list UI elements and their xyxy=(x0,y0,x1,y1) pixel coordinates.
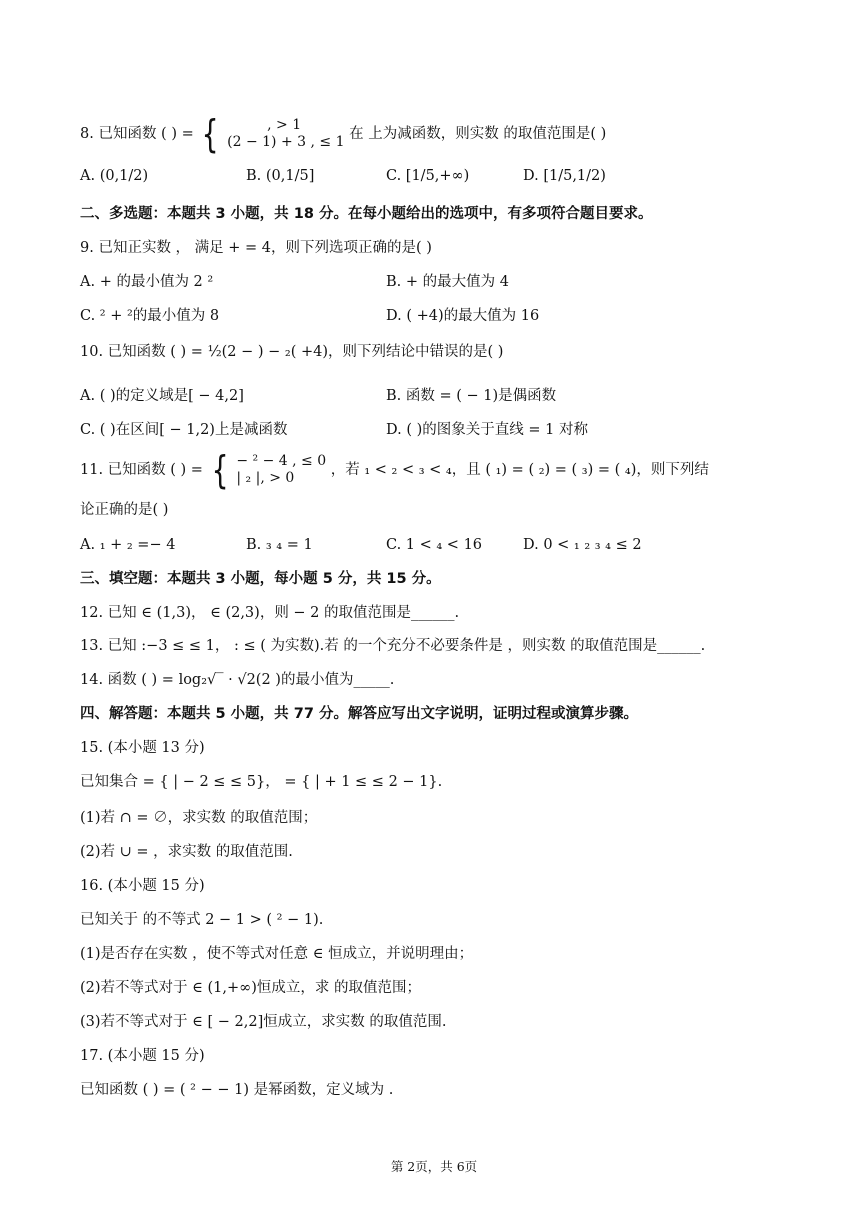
q16-title: 16. (本小题 15 分) xyxy=(80,878,205,894)
q16-part1: (1)是否存在实数 ，使不等式对任意 ∈ 恒成立，并说明理由； xyxy=(80,946,474,962)
q11-stem-cont: 论正确的是( ) xyxy=(80,502,169,518)
q15-stem: 已知集合 = { | − 2 ≤ ≤ 5}， = { | + 1 ≤ ≤ 2 − 1}. xyxy=(80,774,443,790)
q17-title: 17. (本小题 15 分) xyxy=(80,1048,205,1064)
brace-symbol: { xyxy=(201,112,219,156)
q8-option-c: C. [1/5,+∞) xyxy=(386,168,470,184)
q9-stem: 9. 已知正实数 ， 满足 + = 4，则下列选项正确的是( ) xyxy=(80,240,432,256)
q17-stem: 已知函数 ( ) = ( ² − − 1) 是幂函数，定义域为 . xyxy=(80,1082,394,1098)
q9-option-a: A. + 的最小值为 2 ² xyxy=(80,274,214,290)
q12-stem: 12. 已知 ∈ (1,3)， ∈ (2,3)，则 − 2 的取值范围是______. xyxy=(80,605,460,621)
q8-option-d: D. [1/5,1/2) xyxy=(523,168,606,184)
q8-case2: (2 − 1) + 3 , ≤ 1 xyxy=(227,134,345,150)
q10-option-a: A. ( )的定义域是[ − 4,2] xyxy=(80,388,244,404)
q11-stem-pre: 11. 已知函数 ( ) = xyxy=(80,462,203,478)
section-heading-solutions: 四、解答题：本题共 5 小题，共 77 分。解答应写出文字说明，证明过程或演算步骤。 xyxy=(80,706,638,722)
q9-option-b: B. + 的最大值为 4 xyxy=(386,274,509,290)
q11-option-c: C. 1 < ₄ < 16 xyxy=(386,537,483,553)
q8-option-b: B. (0,1/5] xyxy=(246,168,315,184)
q10-option-c: C. ( )在区间[ − 1,2)上是减函数 xyxy=(80,422,288,438)
q11-option-d: D. 0 < ₁ ₂ ₃ ₄ ≤ 2 xyxy=(523,537,642,553)
q8-case1: , > 1 xyxy=(267,117,302,133)
q11-stem xyxy=(80,448,709,492)
q11-option-b: B. ₃ ₄ = 1 xyxy=(246,537,313,553)
page-footer: 第 2页，共 6页 xyxy=(390,1159,478,1174)
q16-stem: 已知关于 的不等式 2 − 1 > ( ² − 1). xyxy=(80,912,324,928)
q9-option-d: D. ( +4)的最大值为 16 xyxy=(386,308,540,324)
q8-stem-pre: 8. 已知函数 ( ) = xyxy=(80,126,194,142)
q11-case2: | ₂ |, > 0 xyxy=(236,470,295,486)
q16-part2: (2)若不等式对于 ∈ (1,+∞)恒成立，求 的取值范围； xyxy=(80,980,421,996)
q8-stem xyxy=(80,112,607,156)
q15-part2: (2)若 ∪ = ，求实数 的取值范围. xyxy=(80,844,293,860)
section-heading-fill-blank: 三、填空题：本题共 3 小题，每小题 5 分，共 15 分。 xyxy=(80,571,441,587)
q10-option-b: B. 函数 = ( − 1)是偶函数 xyxy=(386,388,557,404)
q10-option-d: D. ( )的图象关于直线 = 1 对称 xyxy=(386,422,588,438)
brace-symbol: { xyxy=(211,448,229,492)
q9-option-c: C. ² + ²的最小值为 8 xyxy=(80,308,220,324)
q15-title: 15. (本小题 13 分) xyxy=(80,740,205,756)
q10-stem: 10. 已知函数 ( ) = ½(2 − ) − ₂( +4)，则下列结论中错误的是( ) xyxy=(80,344,504,360)
q11-option-a: A. ₁ + ₂ =− 4 xyxy=(80,537,176,553)
q16-part3: (3)若不等式对于 ∈ [ − 2,2]恒成立，求实数 的取值范围. xyxy=(80,1014,447,1030)
q8-piecewise xyxy=(198,112,345,156)
q14-stem: 14. 函数 ( ) = log₂√‾ · √2(2 )的最小值为_____. xyxy=(80,672,395,688)
q15-part1: (1)若 ∩ = ∅，求实数 的取值范围； xyxy=(80,810,318,826)
q13-stem: 13. 已知 :−3 ≤ ≤ 1， : ≤ ( 为实数).若 的一个充分不必要条件是 ，则实数 的取值范围是______. xyxy=(80,638,706,654)
q11-case1: − ² − 4 , ≤ 0 xyxy=(236,453,327,469)
q8-option-a: A. (0,1/2) xyxy=(80,168,149,184)
section-heading-multi-choice: 二、多选题：本题共 3 小题，共 18 分。在每小题给出的选项中，有多项符合题目要求。 xyxy=(80,206,653,222)
q11-piecewise xyxy=(208,448,327,492)
q11-stem-post: ，若 ₁ < ₂ < ₃ < ₄，且 ( ₁) = ( ₂) = ( ₃) = ( ₄)，则下列结 xyxy=(330,462,709,478)
q8-stem-post: 在 上为减函数，则实数 的取值范围是( ) xyxy=(349,126,607,142)
